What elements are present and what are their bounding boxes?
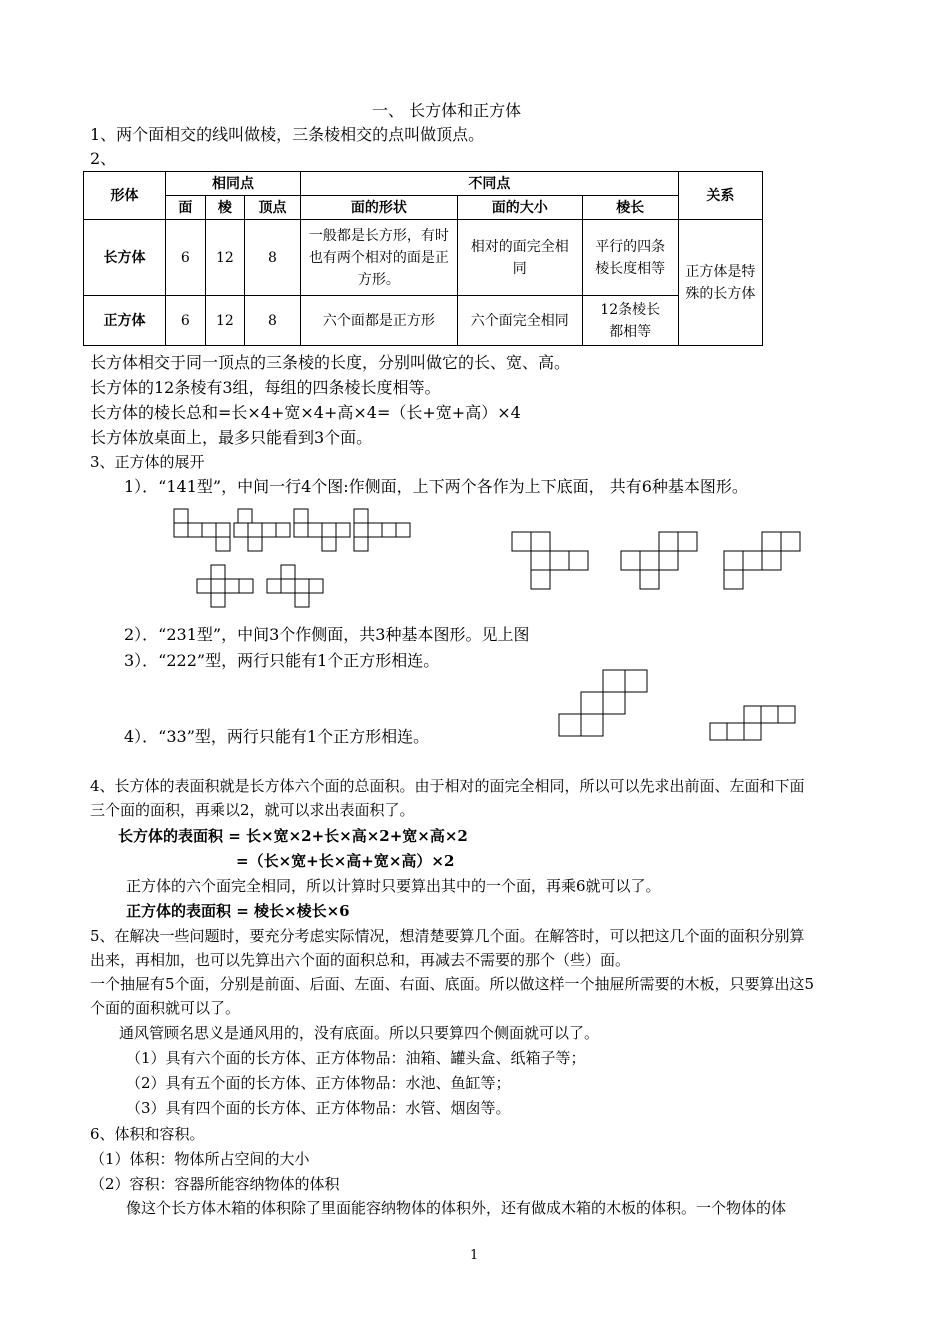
row-shape: 长方体 (84, 220, 166, 296)
cube-net-diagram (706, 704, 798, 744)
net-141-d (354, 509, 410, 551)
cube-note: 正方体的六个面完全相同，所以计算时只要算出其中的一个面，再乘6就可以了。 (126, 877, 661, 895)
table-row (84, 296, 763, 346)
section-4: 4、长方体的表面积就是长方体六个面的总面积。由于相对的面完全相同，所以可以先求出前面、左面和下面 (90, 777, 805, 795)
th-relation: 关系 (678, 172, 762, 220)
th-same: 相同点 (166, 172, 301, 196)
net-141-c (294, 509, 350, 551)
net-type-222: 3）．“222”型，两行只能有1个正方形相连。 (124, 651, 440, 670)
th-face: 面 (166, 196, 206, 220)
list-item: （1）具有六个面的长方体、正方体物品：油箱、罐头盒、纸箱子等； (126, 1049, 586, 1067)
formula-cuboid-area: 长方体的表面积 = 长×宽×2+长×高×2+宽×高×2 (118, 827, 468, 845)
section-2-label: 2、 (90, 149, 117, 168)
net-141-e (197, 565, 253, 607)
paragraph: 长方体相交于同一顶点的三条棱的长度，分别叫做它的长、宽、高。 (90, 353, 571, 372)
th-shape: 形体 (84, 172, 166, 220)
relation-cell: 正方体是特殊的长方体 (678, 220, 762, 346)
row-vertices: 8 (245, 296, 301, 346)
formula-cuboid-area-2: =（长×宽+长×高+宽×高）×2 (236, 852, 455, 870)
th-face-size: 面的大小 (457, 196, 582, 220)
th-edge: 棱 (205, 196, 245, 220)
paragraph: 长方体的棱长总和=长×4+宽×4+高×4=（长+宽+高）×4 (90, 403, 521, 422)
row-face-size: 相对的面完全相同 (457, 220, 582, 296)
section-5-drawer: 一个抽屉有5个面，分别是前面、后面、左面、右面、底面。所以做这样一个抽屉所需要的木板，只要算出这5 (90, 975, 815, 993)
cube-net-diagram (510, 530, 810, 592)
row-faces: 6 (166, 220, 206, 296)
net-231-a (512, 532, 588, 589)
row-face-size: 六个面完全相同 (457, 296, 582, 346)
section-5: 5、在解决一些问题时，要充分考虑实际情况，想清楚要算几个面。在解答时，可以把这几个面的面积分别算 (90, 927, 805, 945)
comparison-table (83, 171, 763, 346)
row-shape: 正方体 (84, 296, 166, 346)
paragraph: 长方体的12条棱有3组，每组的四条棱长度相等。 (90, 378, 441, 397)
net-141-b (234, 509, 290, 551)
row-edges: 12 (205, 220, 245, 296)
section-1: 1、两个面相交的线叫做棱，三条棱相交的点叫做顶点。 (90, 125, 485, 144)
net-231-b (621, 532, 697, 589)
section-5-duct: 通风管顾名思义是通风用的，没有底面。所以只要算四个侧面就可以了。 (119, 1024, 600, 1042)
formula-cube-area: 正方体的表面积 = 棱长×棱长×6 (126, 902, 350, 920)
row-face-shape: 六个面都是正方形 (300, 296, 457, 346)
list-item: （3）具有四个面的长方体、正方体物品：水管、烟囱等。 (126, 1099, 511, 1117)
list-item: （2）具有五个面的长方体、正方体物品：水池、鱼缸等； (126, 1074, 511, 1092)
cube-net-diagram (195, 563, 325, 609)
row-edge-length: 平行的四条棱长度相等 (582, 220, 678, 296)
net-141-a (174, 509, 230, 551)
row-faces: 6 (166, 296, 206, 346)
volume-definition: （1）体积：物体所占空间的大小 (90, 1150, 310, 1168)
cube-net-diagram (557, 668, 651, 738)
net-type-141: 1）．“141型”，中间一行4个图:作侧面，上下两个各作为上下底面， 共有6种基本图形。 (124, 477, 748, 496)
section-6: 6、体积和容积。 (90, 1125, 205, 1143)
volume-note: 像这个长方体木箱的体积除了里面能容纳物体的体积外，还有做成木箱的木板的体积。一个物体的体 (126, 1199, 787, 1217)
th-vertex: 顶点 (245, 196, 301, 220)
net-141-f (267, 565, 323, 607)
section-5-drawer-cont: 个面的面积就可以了。 (90, 999, 241, 1017)
section-5-cont: 出来，再相加，也可以先算出六个面的面积总和，再减去不需要的那个（些）面。 (90, 951, 631, 969)
net-33 (710, 706, 795, 740)
page-title: 一、 长方体和正方体 (372, 101, 522, 120)
page-number: 1 (470, 1248, 479, 1263)
row-face-shape: 一般都是长方形，有时也有两个相对的面是正方形。 (300, 220, 457, 296)
table-row (84, 220, 763, 296)
section-3: 3、正方体的展开 (90, 453, 205, 471)
net-222 (559, 670, 647, 736)
row-edge-length: 12条棱长都相等 (582, 296, 678, 346)
th-diff: 不同点 (300, 172, 678, 196)
net-type-33: 4）．“33”型，两行只能有1个正方形相连。 (124, 727, 430, 746)
row-vertices: 8 (245, 220, 301, 296)
paragraph: 长方体放桌面上，最多只能看到3个面。 (90, 428, 373, 447)
row-edges: 12 (205, 296, 245, 346)
cube-net-diagram (172, 507, 412, 553)
section-4-cont: 三个面的面积，再乘以2，就可以求出表面积了。 (90, 801, 415, 819)
net-type-231: 2）．“231型”，中间3个作侧面，共3种基本图形。见上图 (124, 625, 530, 644)
th-edge-length: 棱长 (582, 196, 678, 220)
capacity-definition: （2）容积：容器所能容纳物体的体积 (90, 1175, 340, 1193)
net-231-c (724, 532, 800, 589)
th-face-shape: 面的形状 (300, 196, 457, 220)
